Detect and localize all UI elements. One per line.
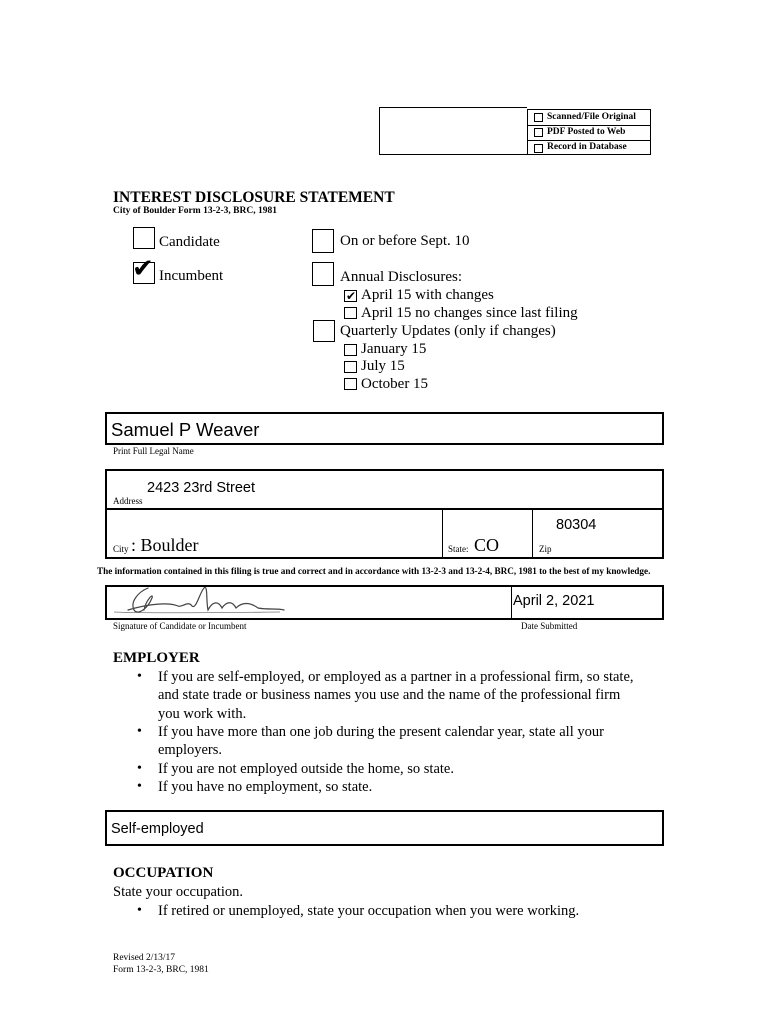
date-submitted-value[interactable]: April 2, 2021 xyxy=(513,593,595,609)
candidate-label: Candidate xyxy=(159,234,220,250)
bullet-icon: • xyxy=(137,669,142,684)
form-subtitle: City of Boulder Form 13-2-3, BRC, 1981 xyxy=(113,206,277,216)
annual-checkbox[interactable] xyxy=(312,262,334,286)
april-changes-label: April 15 with changes xyxy=(361,287,494,303)
employer-bullet-1-line-3: you work with. xyxy=(158,706,247,722)
incumbent-checkbox[interactable] xyxy=(132,254,155,284)
check-mark-icon: ✔ xyxy=(346,289,357,303)
occupation-heading: OCCUPATION xyxy=(113,865,214,881)
sept-label: On or before Sept. 10 xyxy=(340,233,470,249)
employer-bullet-2-line-2: employers. xyxy=(158,742,223,758)
date-submitted-caption: Date Submitted xyxy=(521,621,578,631)
candidate-checkbox[interactable] xyxy=(133,227,155,249)
october-label: October 15 xyxy=(361,376,429,392)
employer-bullet-1-line-2: and state trade or business names you use and the name of the professional firm xyxy=(158,687,621,703)
city-value[interactable]: : Boulder xyxy=(131,535,199,555)
bullet-icon: • xyxy=(137,724,142,739)
bullet-icon: • xyxy=(137,903,142,918)
quarterly-label: Quarterly Updates (only if changes) xyxy=(340,323,556,339)
street-caption: Address xyxy=(113,496,143,506)
quarterly-checkbox[interactable] xyxy=(313,320,335,342)
employer-heading: EMPLOYER xyxy=(113,650,200,666)
form-title: INTEREST DISCLOSURE STATEMENT xyxy=(113,189,395,206)
annual-label: Annual Disclosures: xyxy=(340,269,463,285)
full-name-field[interactable] xyxy=(105,412,664,445)
employer-answer-value: Self-employed xyxy=(111,821,204,837)
state-value[interactable]: CO xyxy=(474,535,500,555)
july-label: July 15 xyxy=(361,358,405,374)
april-no-changes-checkbox[interactable] xyxy=(344,307,357,319)
scanned-label: Scanned/File Original xyxy=(547,112,636,122)
january-checkbox[interactable] xyxy=(344,344,357,356)
occupation-intro: State your occupation. xyxy=(113,884,244,900)
record-db-checkbox[interactable] xyxy=(534,144,543,153)
zip-value[interactable]: 80304 xyxy=(556,517,597,533)
employer-bullet-1-line-1: If you are self-employed, or employed as a partner in a professional firm, so state, xyxy=(158,669,634,685)
occupation-bullet: If retired or unemployed, state your occupation when you were working. xyxy=(158,903,580,919)
pdf-posted-label: PDF Posted to Web xyxy=(547,127,626,137)
october-checkbox[interactable] xyxy=(344,378,357,390)
state-caption: State: xyxy=(448,544,469,554)
check-mark-icon: ✔ xyxy=(132,254,154,284)
signature-caption: Signature of Candidate or Incumbent xyxy=(113,621,247,631)
employer-bullet-4: If you have no employment, so state. xyxy=(158,779,373,795)
office-use-blank-cell xyxy=(379,107,527,155)
footer-revised: Revised 2/13/17 xyxy=(113,953,176,963)
certification-statement: The information contained in this filing is true and correct and in accordance with 13-2-3 and 13-2-4, BRC, 1981 to the best of my knowledge. xyxy=(97,566,651,576)
signature-image xyxy=(108,580,288,616)
january-label: January 15 xyxy=(361,341,427,357)
april-changes-checkbox[interactable] xyxy=(344,290,357,302)
employer-bullet-3: If you are not employed outside the home, so state. xyxy=(158,761,454,777)
city-caption: City xyxy=(113,544,129,554)
footer-form: Form 13-2-3, BRC, 1981 xyxy=(113,965,209,975)
office-use-list xyxy=(527,109,651,155)
employer-answer-field[interactable] xyxy=(105,810,664,846)
pdf-posted-checkbox[interactable] xyxy=(534,128,543,137)
zip-caption: Zip xyxy=(539,544,552,554)
bullet-icon: • xyxy=(137,779,142,794)
employer-bullet-2-line-1: If you have more than one job during the present calendar year, state all your xyxy=(158,724,604,740)
full-name-caption: Print Full Legal Name xyxy=(113,446,194,456)
incumbent-label: Incumbent xyxy=(159,268,224,284)
full-name-value: Samuel P Weaver xyxy=(111,419,260,440)
record-db-label: Record in Database xyxy=(547,142,627,152)
april-no-changes-label: April 15 no changes since last filing xyxy=(361,305,578,321)
sept-checkbox[interactable] xyxy=(312,229,334,253)
july-checkbox[interactable] xyxy=(344,361,357,373)
street-value[interactable]: 2423 23rd Street xyxy=(147,480,256,496)
scanned-checkbox[interactable] xyxy=(534,113,543,122)
bullet-icon: • xyxy=(137,761,142,776)
